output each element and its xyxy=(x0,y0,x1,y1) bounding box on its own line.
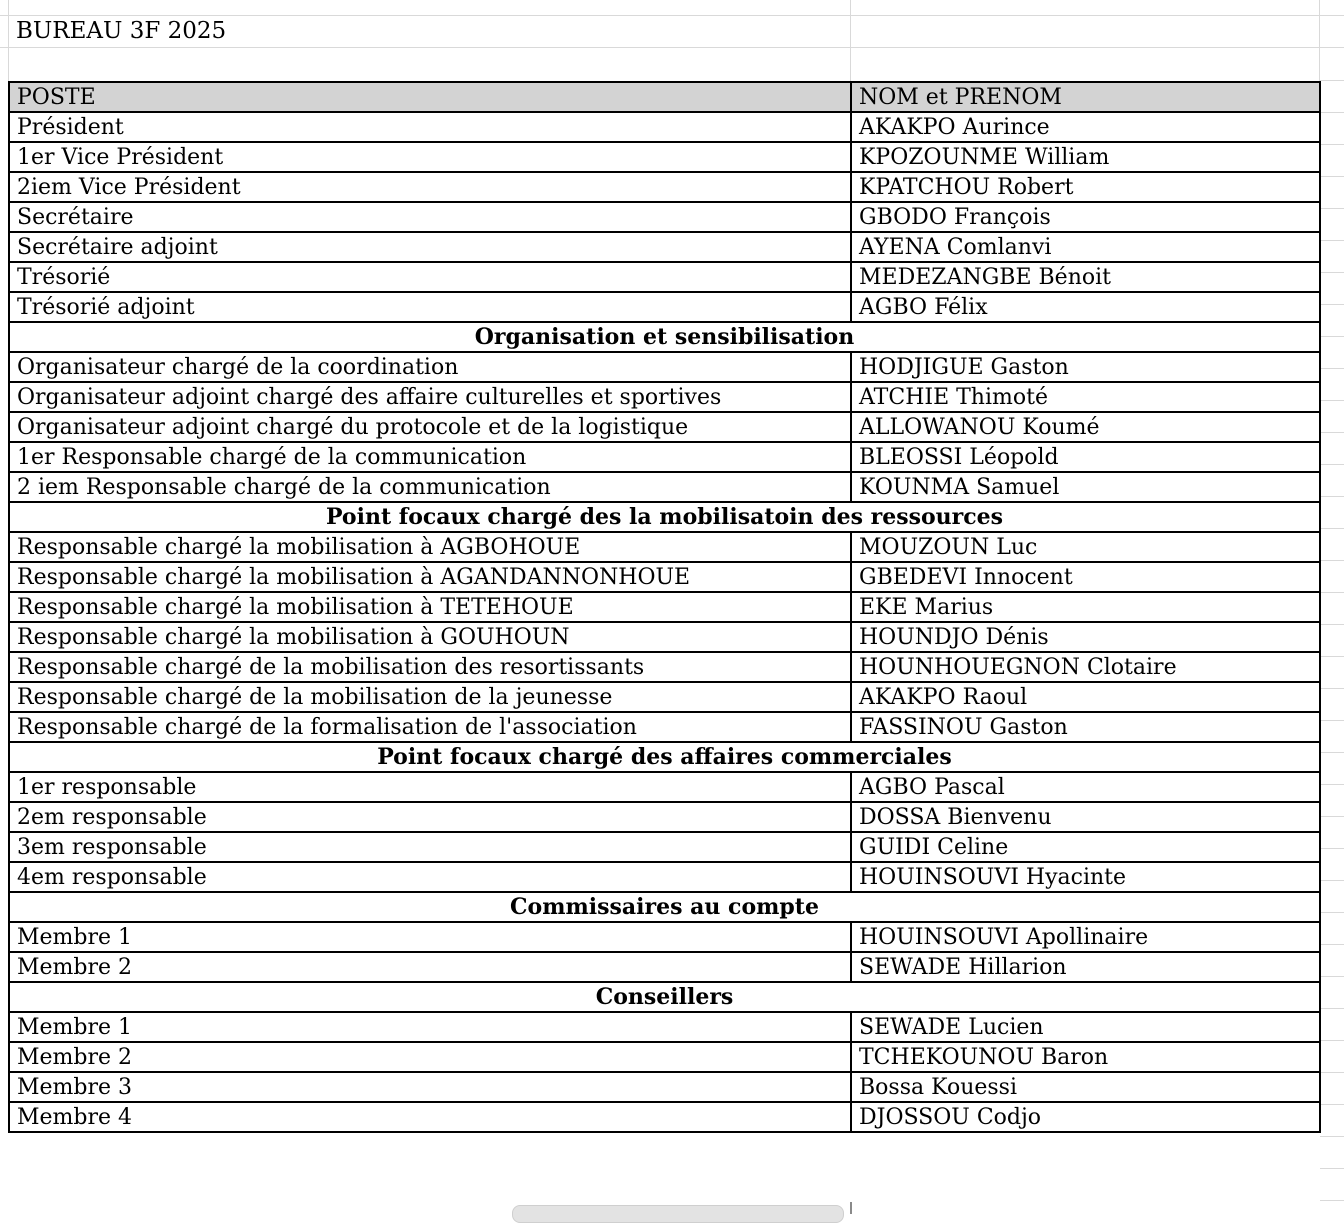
nom-cell[interactable]: HOUINSOUVI Apollinaire xyxy=(851,922,1320,952)
poste-cell[interactable]: Responsable chargé la mobilisation à TETEHOUE xyxy=(9,592,851,622)
section-header-cell[interactable]: Conseillers xyxy=(9,982,1320,1012)
table-row xyxy=(9,442,1320,472)
table-row xyxy=(9,922,1320,952)
table-row xyxy=(9,112,1320,142)
poste-cell[interactable]: Membre 3 xyxy=(9,1072,851,1102)
nom-cell[interactable]: EKE Marius xyxy=(851,592,1320,622)
gridline-column-stub xyxy=(850,1202,852,1214)
table-row xyxy=(9,622,1320,652)
table-row xyxy=(9,1102,1320,1132)
nom-cell[interactable]: ALLOWANOU Koumé xyxy=(851,412,1320,442)
section-row xyxy=(9,502,1320,532)
poste-cell[interactable]: 3em responsable xyxy=(9,832,851,862)
table-row xyxy=(9,952,1320,982)
poste-cell[interactable]: Organisateur adjoint chargé du protocole et de la logistique xyxy=(9,412,851,442)
section-header-cell[interactable]: Point focaux chargé des la mobilisatoin des ressources xyxy=(9,502,1320,532)
poste-cell[interactable]: Responsable chargé de la mobilisation de la jeunesse xyxy=(9,682,851,712)
table-row xyxy=(9,142,1320,172)
poste-cell[interactable]: Organisateur adjoint chargé des affaire culturelles et sportives xyxy=(9,382,851,412)
table-row xyxy=(9,412,1320,442)
nom-cell[interactable]: AYENA Comlanvi xyxy=(851,232,1320,262)
table-row xyxy=(9,232,1320,262)
column-header-nom[interactable]: NOM et PRENOM xyxy=(851,82,1320,112)
nom-cell[interactable]: AKAKPO Aurince xyxy=(851,112,1320,142)
poste-cell[interactable]: Responsable chargé de la mobilisation des resortissants xyxy=(9,652,851,682)
poste-cell[interactable]: Membre 2 xyxy=(9,1042,851,1072)
nom-cell[interactable]: AKAKPO Raoul xyxy=(851,682,1320,712)
table-row xyxy=(9,1012,1320,1042)
nom-cell[interactable]: SEWADE Hillarion xyxy=(851,952,1320,982)
table-row xyxy=(9,1042,1320,1072)
nom-cell[interactable]: KPATCHOU Robert xyxy=(851,172,1320,202)
nom-cell[interactable]: KOUNMA Samuel xyxy=(851,472,1320,502)
nom-cell[interactable]: GUIDI Celine xyxy=(851,832,1320,862)
section-header-cell[interactable]: Commissaires au compte xyxy=(9,892,1320,922)
nom-cell[interactable]: FASSINOU Gaston xyxy=(851,712,1320,742)
nom-cell[interactable]: AGBO Pascal xyxy=(851,772,1320,802)
nom-cell[interactable]: MOUZOUN Luc xyxy=(851,532,1320,562)
poste-cell[interactable]: 1er responsable xyxy=(9,772,851,802)
poste-cell[interactable]: 2em responsable xyxy=(9,802,851,832)
table-row xyxy=(9,262,1320,292)
section-row xyxy=(9,742,1320,772)
table-row xyxy=(9,292,1320,322)
nom-cell[interactable]: GBODO François xyxy=(851,202,1320,232)
table-row xyxy=(9,172,1320,202)
section-row xyxy=(9,982,1320,1012)
gridline-right-strip xyxy=(1320,80,1344,1214)
nom-cell[interactable]: KPOZOUNME William xyxy=(851,142,1320,172)
nom-cell[interactable]: BLEOSSI Léopold xyxy=(851,442,1320,472)
poste-cell[interactable]: 1er Vice Président xyxy=(9,142,851,172)
poste-cell[interactable]: Responsable chargé la mobilisation à GOUHOUN xyxy=(9,622,851,652)
poste-cell[interactable]: 4em responsable xyxy=(9,862,851,892)
poste-cell[interactable]: Président xyxy=(9,112,851,142)
gridline-vertical xyxy=(8,0,9,81)
table-row xyxy=(9,712,1320,742)
table-row xyxy=(9,832,1320,862)
table-row xyxy=(9,772,1320,802)
nom-cell[interactable]: TCHEKOUNOU Baron xyxy=(851,1042,1320,1072)
nom-cell[interactable]: HOUNDJO Dénis xyxy=(851,622,1320,652)
poste-cell[interactable]: Responsable chargé la mobilisation à AGANDANNONHOUE xyxy=(9,562,851,592)
table-row xyxy=(9,862,1320,892)
nom-cell[interactable]: MEDEZANGBE Bénoit xyxy=(851,262,1320,292)
poste-cell[interactable]: 2iem Vice Président xyxy=(9,172,851,202)
table-row xyxy=(9,382,1320,412)
table-row xyxy=(9,1072,1320,1102)
poste-cell[interactable]: Membre 4 xyxy=(9,1102,851,1132)
nom-cell[interactable]: ATCHIE Thimoté xyxy=(851,382,1320,412)
nom-cell[interactable]: DOSSA Bienvenu xyxy=(851,802,1320,832)
gridline-vertical xyxy=(1319,0,1320,81)
section-row xyxy=(9,892,1320,922)
poste-cell[interactable]: Trésorié adjoint xyxy=(9,292,851,322)
sheet-title[interactable]: BUREAU 3F 2025 xyxy=(16,18,227,44)
poste-cell[interactable]: Secrétaire adjoint xyxy=(9,232,851,262)
table-row xyxy=(9,472,1320,502)
poste-cell[interactable]: 1er Responsable chargé de la communication xyxy=(9,442,851,472)
poste-cell[interactable]: Membre 2 xyxy=(9,952,851,982)
nom-cell[interactable]: GBEDEVI Innocent xyxy=(851,562,1320,592)
table-row xyxy=(9,802,1320,832)
poste-cell[interactable]: Membre 1 xyxy=(9,922,851,952)
section-header-cell[interactable]: Organisation et sensibilisation xyxy=(9,322,1320,352)
table-row xyxy=(9,532,1320,562)
poste-cell[interactable]: Organisateur chargé de la coordination xyxy=(9,352,851,382)
nom-cell[interactable]: Bossa Kouessi xyxy=(851,1072,1320,1102)
poste-cell[interactable]: Trésorié xyxy=(9,262,851,292)
poste-cell[interactable]: 2 iem Responsable chargé de la communication xyxy=(9,472,851,502)
poste-cell[interactable]: Responsable chargé de la formalisation de l'association xyxy=(9,712,851,742)
nom-cell[interactable]: AGBO Félix xyxy=(851,292,1320,322)
gridline-horizontal xyxy=(0,47,1344,48)
horizontal-scrollbar-thumb[interactable] xyxy=(512,1205,844,1223)
poste-cell[interactable]: Secrétaire xyxy=(9,202,851,232)
table-row xyxy=(9,562,1320,592)
nom-cell[interactable]: HOUNHOUEGNON Clotaire xyxy=(851,652,1320,682)
section-row xyxy=(9,322,1320,352)
table-row xyxy=(9,592,1320,622)
poste-cell[interactable]: Responsable chargé la mobilisation à AGBOHOUE xyxy=(9,532,851,562)
gridline-vertical xyxy=(850,0,851,81)
nom-cell[interactable]: HODJIGUE Gaston xyxy=(851,352,1320,382)
table-row xyxy=(9,352,1320,382)
table-row xyxy=(9,202,1320,232)
nom-cell[interactable]: HOUINSOUVI Hyacinte xyxy=(851,862,1320,892)
table-row xyxy=(9,652,1320,682)
nom-cell[interactable]: DJOSSOU Codjo xyxy=(851,1102,1320,1132)
column-header-poste[interactable]: POSTE xyxy=(9,82,851,112)
header-row xyxy=(9,82,1320,112)
table-row xyxy=(9,682,1320,712)
nom-cell[interactable]: SEWADE Lucien xyxy=(851,1012,1320,1042)
section-header-cell[interactable]: Point focaux chargé des affaires commerciales xyxy=(9,742,1320,772)
poste-cell[interactable]: Membre 1 xyxy=(9,1012,851,1042)
bureau-table xyxy=(8,81,1321,1133)
